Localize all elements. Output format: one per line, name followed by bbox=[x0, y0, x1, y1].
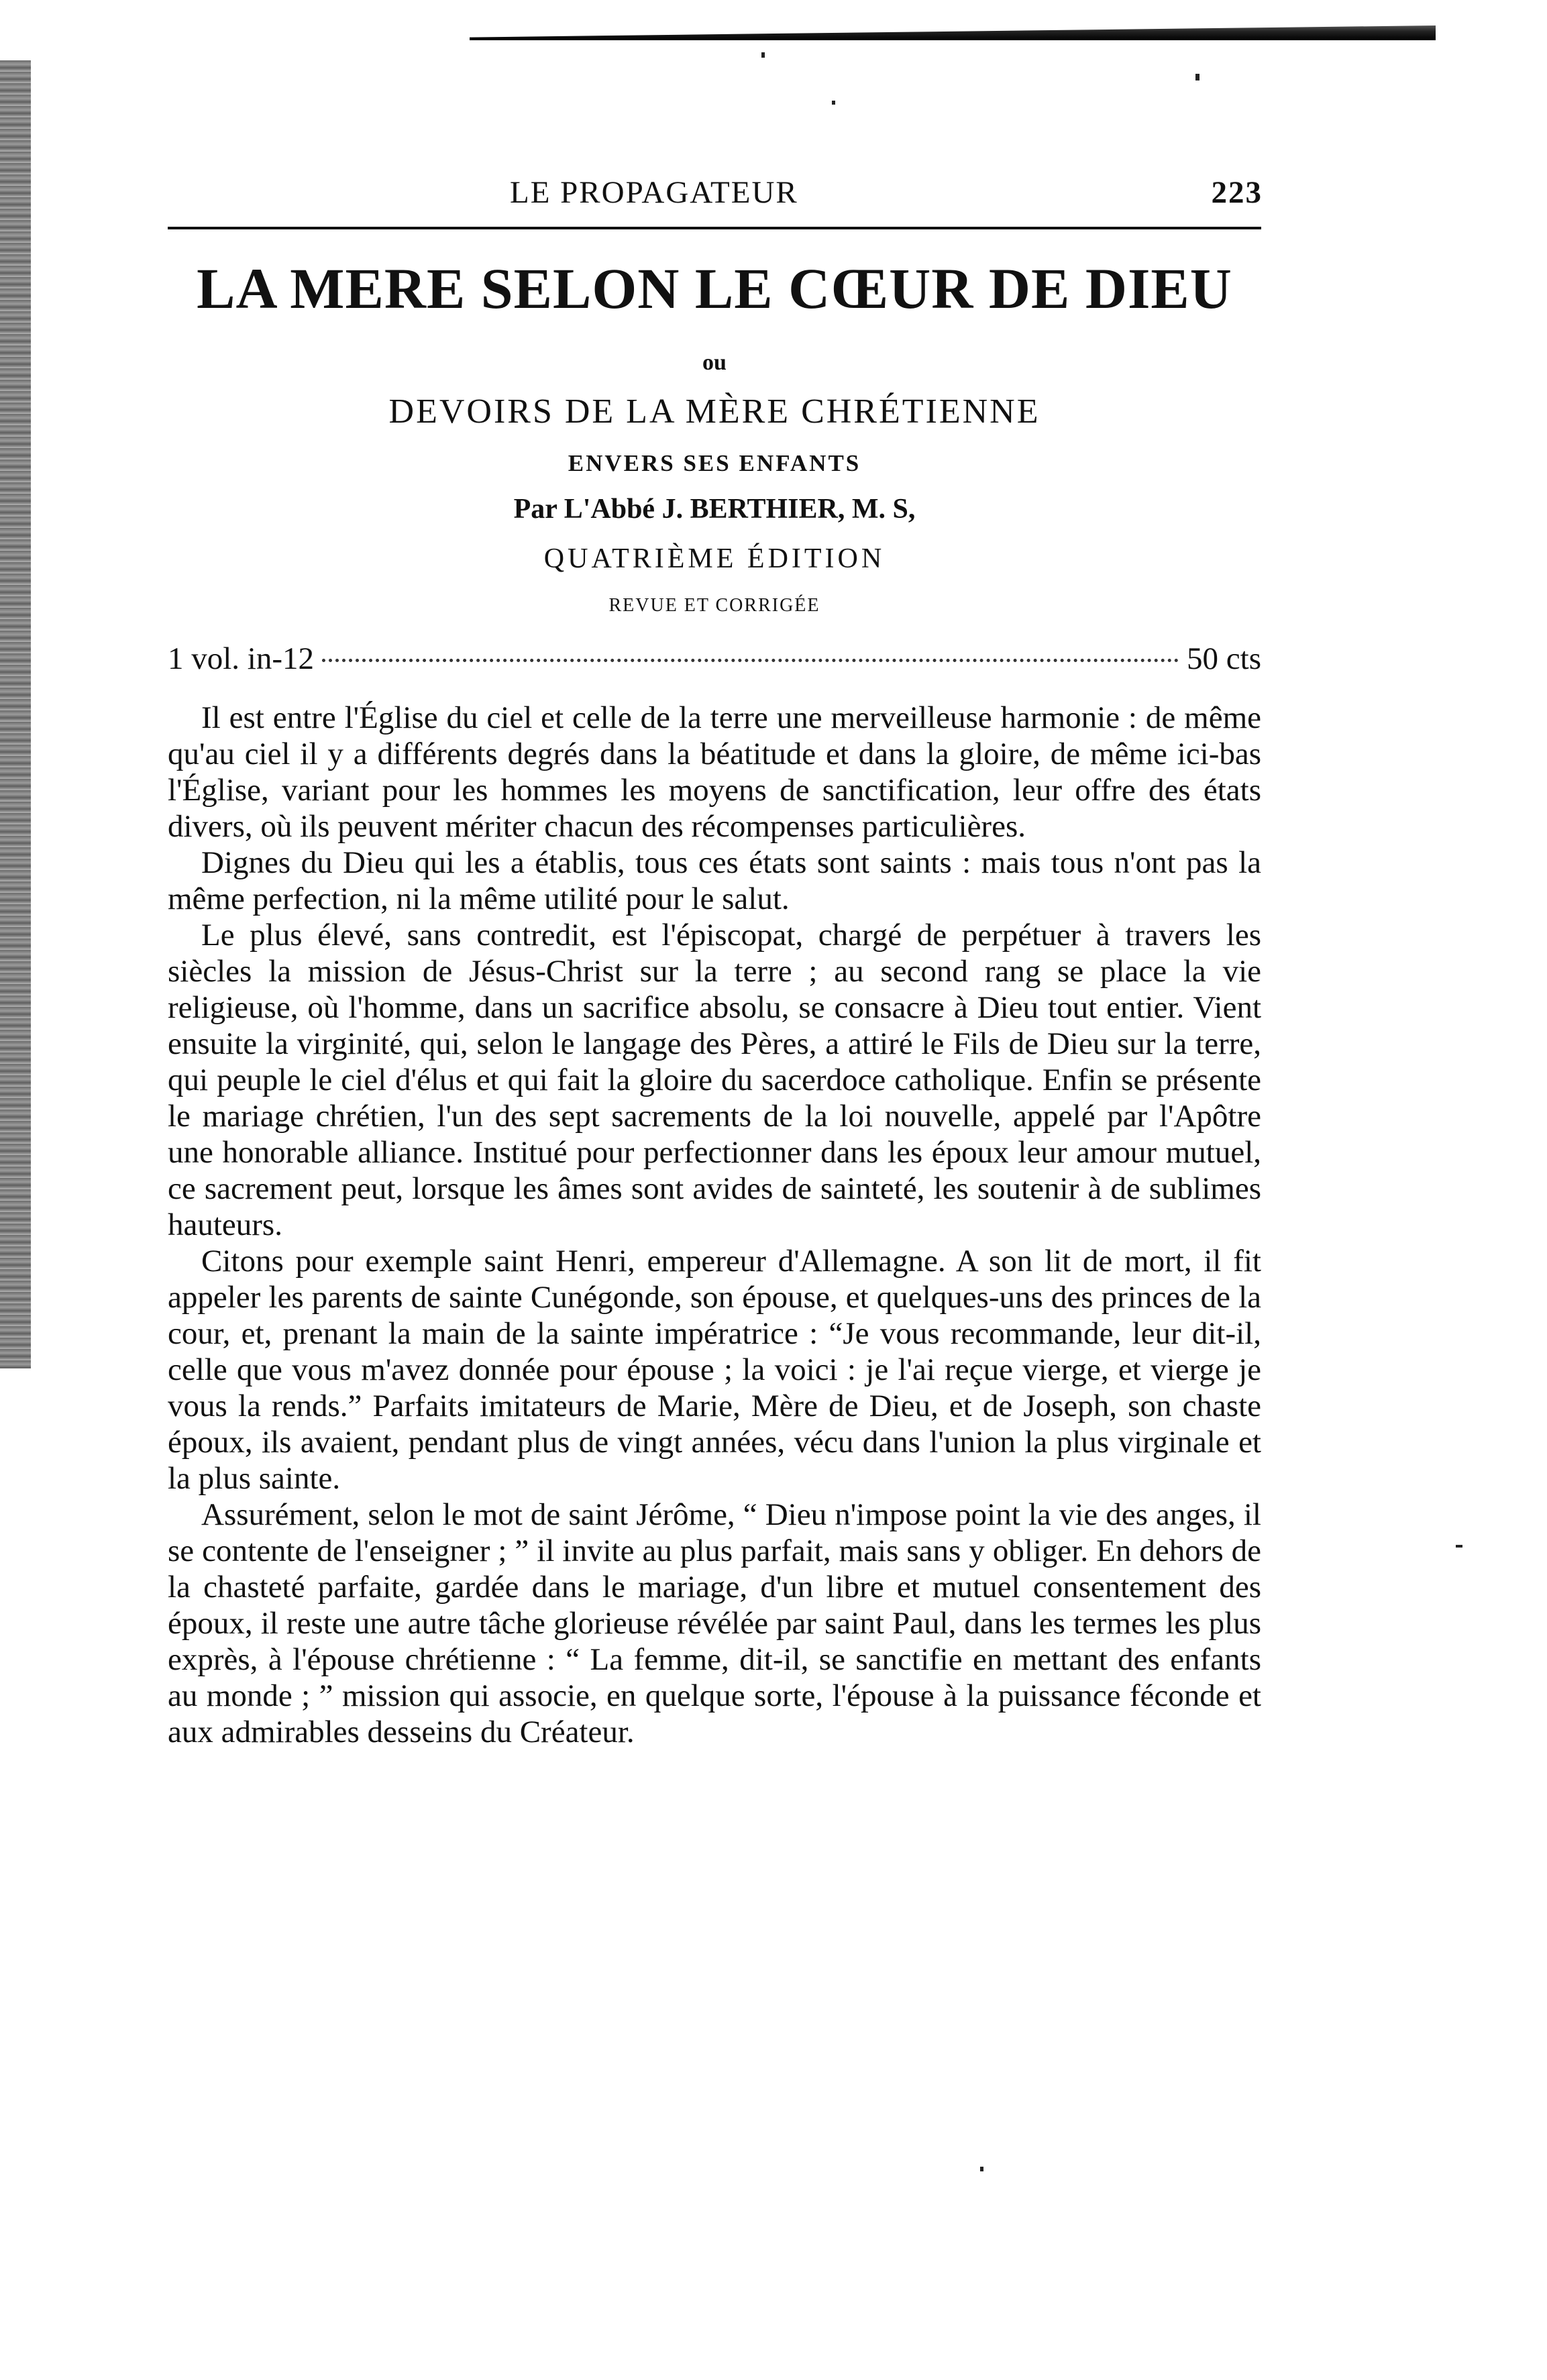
book-author: Par L'Abbé J. BERTHIER, M. S, bbox=[513, 494, 916, 525]
title-conjunction: ou bbox=[702, 350, 727, 375]
article-body bbox=[168, 700, 1261, 1750]
paragraph: Dignes du Dieu qui les a établis, tous ces états sont saints : mais tous n'ont pas la même perfection, ni la même utilité pour le salut. bbox=[168, 845, 1261, 916]
paragraph: Citons pour exemple saint Henri, empereur d'Allemagne. A son lit de mort, il fit appeler les parents de sainte Cunégonde, son épouse, et quelques-uns des princes de la cour, et, prenant la main de la sainte impératrice : “Je vous recommande, leur dit-il, celle que vous m'avez donnée pour épouse ; la voici : je l'ai reçue vierge, et vierge je vous la rends.” Parfaits imitateurs de Marie, Mère de Dieu, et de Joseph, son chaste époux, ils avaient, pendant plus de vingt années, vécu dans l'union la plus virginale et la plus sainte. bbox=[168, 1244, 1261, 1496]
scan-speck bbox=[1456, 1545, 1462, 1548]
paragraph: Assurément, selon le mot de saint Jérôme, “ Dieu n'impose point la vie des anges, il se contente de l'enseigner ; ” il invite au plus parfait, mais sans y obliger. En dehors de la chasteté parfaite, gardée dans le mariage, d'un libre et mutuel consentement des époux, il reste une autre tâche glorieuse révélée par saint Paul, dans les termes les plus exprès, à l'épouse chrétienne : “ La femme, dit-il, se sanctifie en mettant des enfants au monde ; ” mission qui associe, en quelque sorte, l'épouse à la puissance féconde et aux admirables desseins du Créateur. bbox=[168, 1497, 1261, 1749]
scan-speck bbox=[761, 52, 765, 58]
scan-speck bbox=[1195, 74, 1199, 80]
book-title: LA MERE SELON LE CŒUR DE DIEU bbox=[197, 256, 1232, 321]
scan-left-edge bbox=[0, 60, 31, 1368]
paragraph: Il est entre l'Église du ciel et celle de la terre une merveilleuse harmonie : de même qu'au ciel il y a différents degrés dans la béatitude et dans la gloire, de même ici-bas l'Église, variant pour les hommes les moyens de sanctification, leur offre des états divers, où ils peuvent mériter chacun des récompenses particulières. bbox=[168, 700, 1261, 844]
book-revision: REVUE ET CORRIGÉE bbox=[608, 595, 820, 616]
book-subtitle-2: ENVERS SES ENFANTS bbox=[568, 450, 861, 476]
header-rule bbox=[168, 227, 1261, 229]
book-price: 50 cts bbox=[1187, 641, 1261, 676]
page-number: 223 bbox=[1211, 175, 1263, 210]
paragraph: Le plus élevé, sans contredit, est l'épiscopat, chargé de perpétuer à travers les siècles la mission de Jésus-Christ sur la terre ; au second rang se place la vie religieuse, où l'homme, dans un sacrifice absolu, se consacre à Dieu tout entier. Vient ensuite la virginité, qui, selon le langage des Pères, a attiré le Fils de Dieu sur la terre, qui peuple le ciel d'élus et qui fait la gloire du sacerdoce catholique. Enfin se présente le mariage chrétien, l'un des sept sacrements de la loi nouvelle, appelé par l'Apôtre une honorable alliance. Institué pour perfectionner dans les époux leur amour mutuel, ce sacrement peut, lorsque les âmes sont avides de sainteté, les soutenir à de sublimes hauteurs. bbox=[168, 918, 1261, 1242]
book-edition: QUATRIÈME ÉDITION bbox=[543, 543, 886, 574]
running-head bbox=[168, 174, 1261, 221]
price-line bbox=[168, 641, 1261, 677]
dot-leader bbox=[322, 659, 1179, 662]
scan-top-rule bbox=[470, 25, 1436, 40]
scan-speck bbox=[832, 101, 835, 105]
page bbox=[168, 174, 1261, 1750]
running-head-title: LE PROPAGATEUR bbox=[510, 175, 798, 210]
book-format: 1 vol. in-12 bbox=[168, 641, 315, 676]
book-subtitle: DEVOIRS DE LA MÈRE CHRÉTIENNE bbox=[388, 392, 1041, 431]
scan-speck bbox=[980, 2167, 983, 2171]
